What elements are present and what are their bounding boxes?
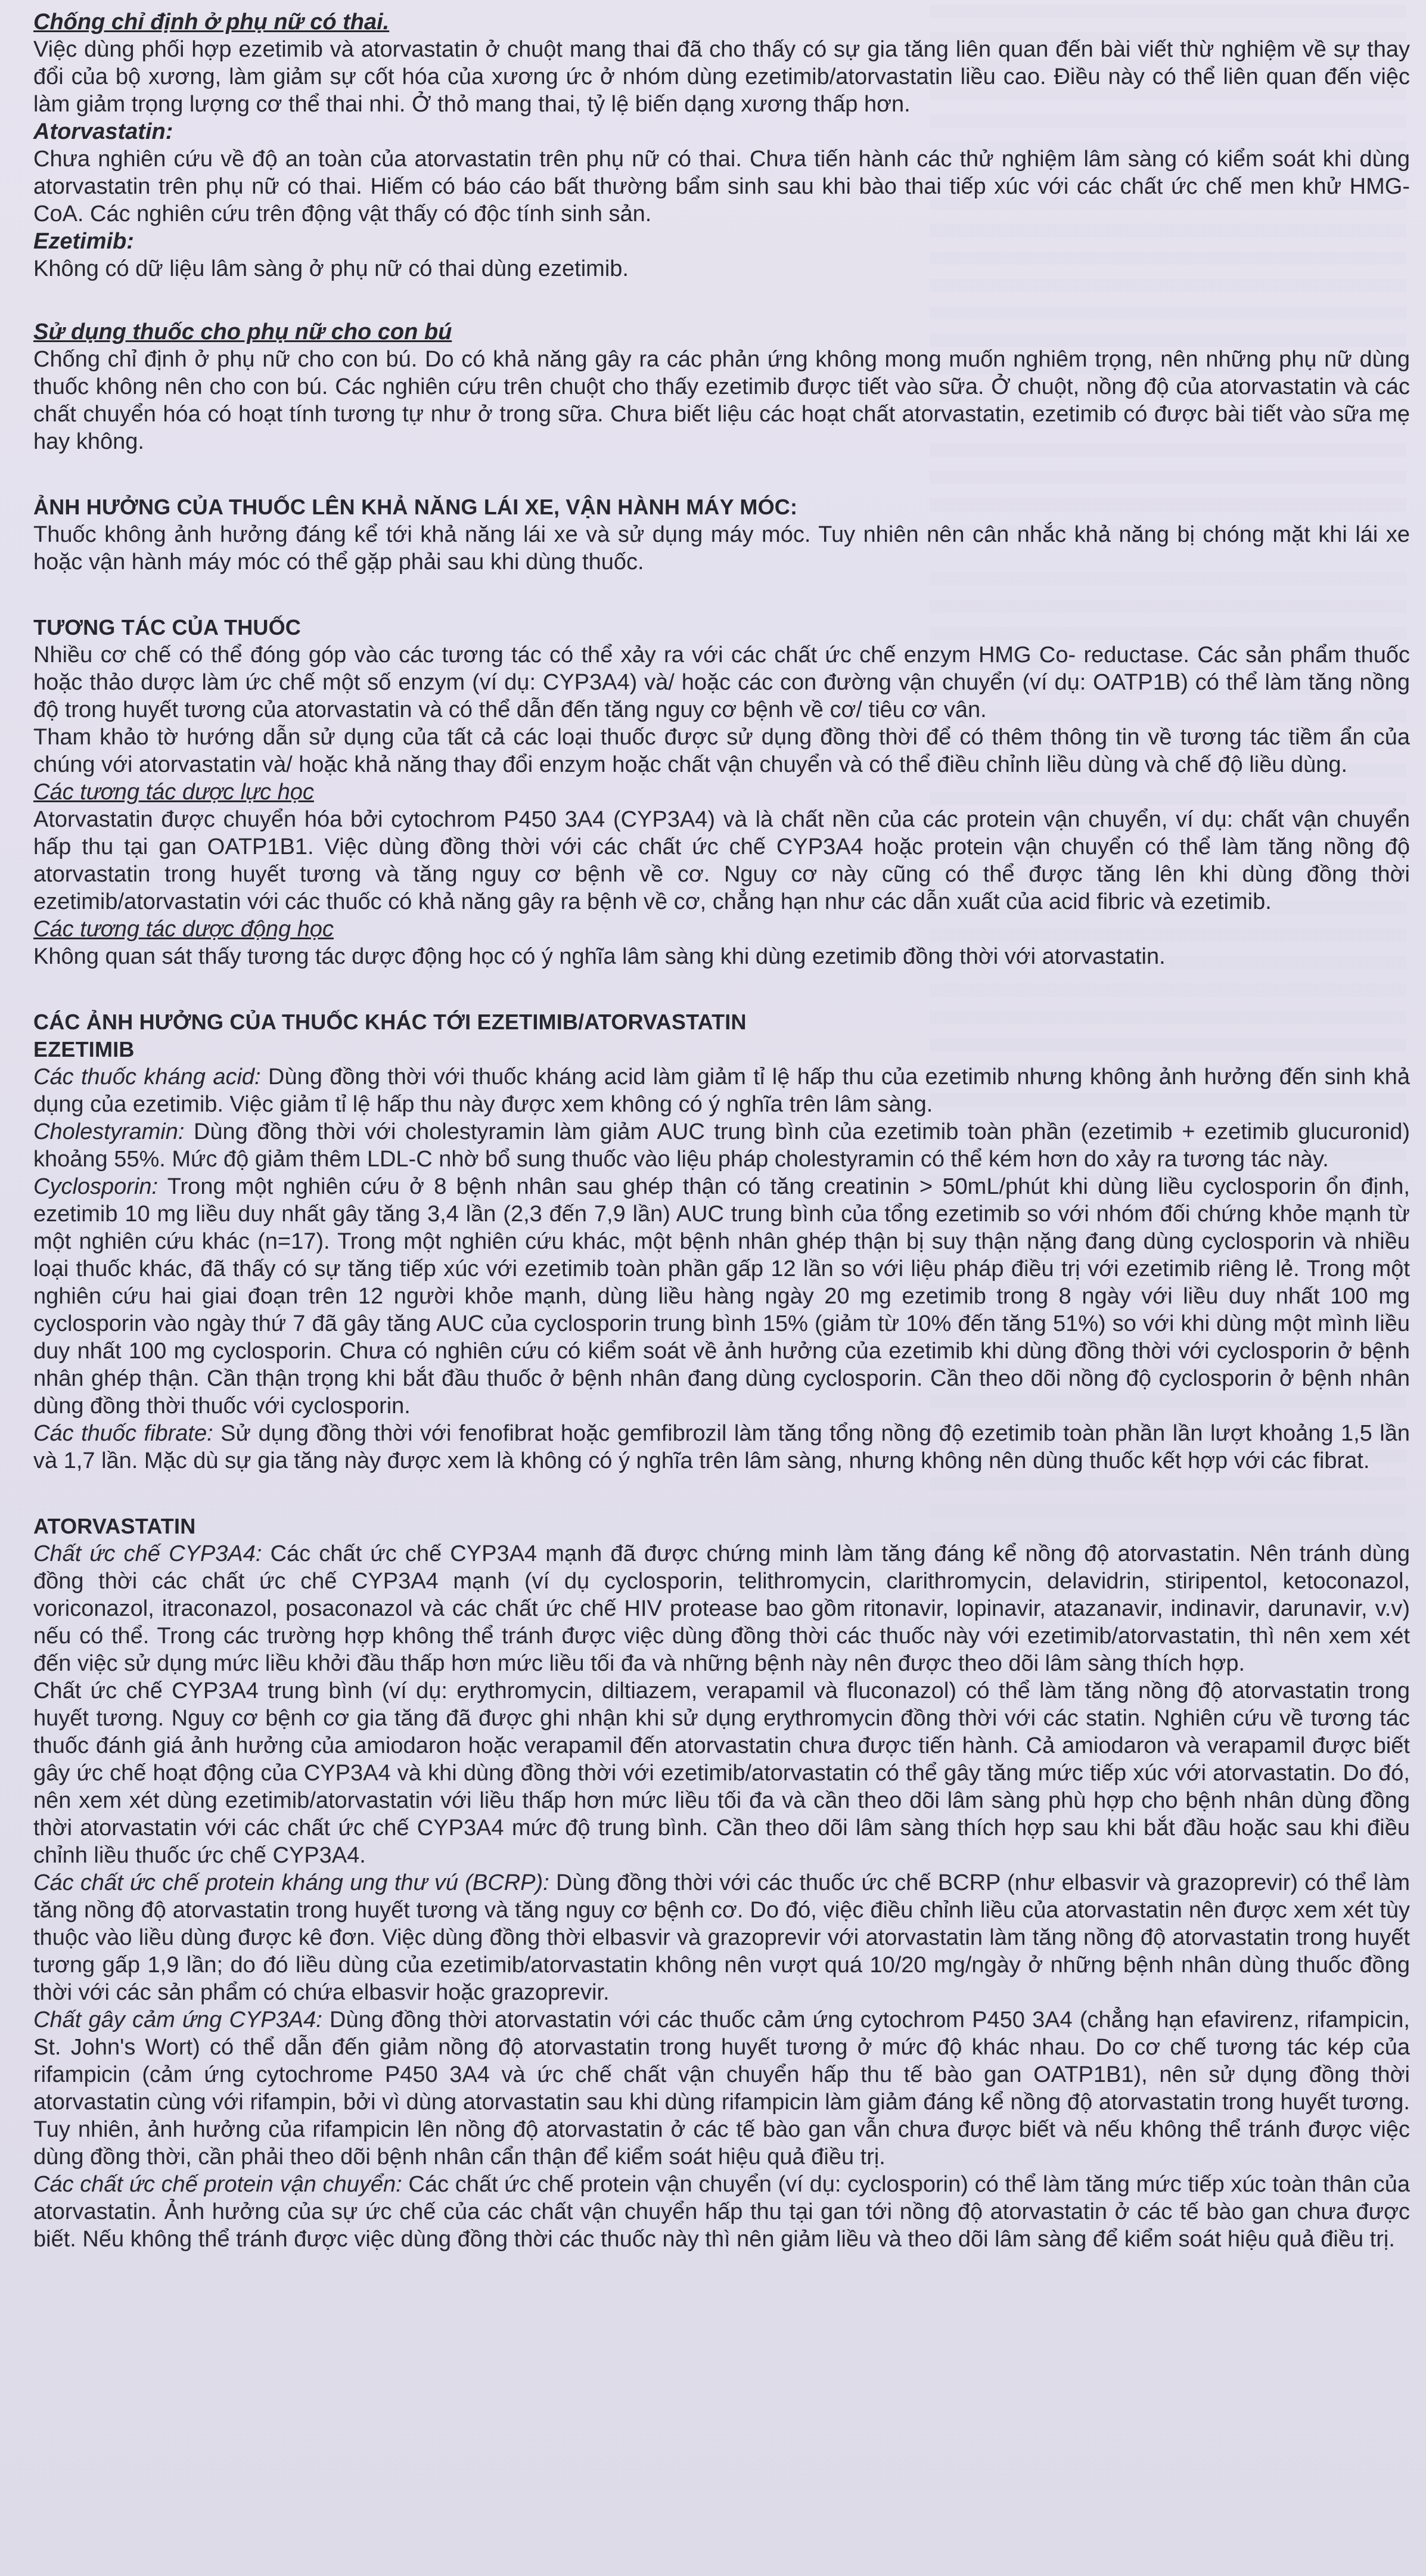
- paragraph-text: Dùng đồng thời với thuốc kháng acid làm giảm tỉ lệ hấp thu của ezetimib nhưng không ảnh hưởng đến sinh khả dụng của ezetimib. Việc giảm tỉ lệ hấp thu này được xem không có ý nghĩa trên lâm sàng.: [33, 1064, 1410, 1117]
- section-title: TƯƠNG TÁC CỦA THUỐC: [33, 615, 302, 640]
- section-title: CÁC ẢNH HƯỞNG CỦA THUỐC KHÁC TỚI EZETIMIB/ATORVASTATIN: [33, 1010, 747, 1034]
- paragraph-text: Dùng đồng thời với cholestyramin làm giảm AUC trung bình của ezetimib toàn phần (ezetimib + ezetimib glucuronid) khoảng 55%. Mức độ giảm thêm LDL-C nhờ bổ sung thuốc vào liệu pháp cholestyramin có thể kém hơn do xảy ra tương tác này.: [33, 1119, 1410, 1172]
- subheading: Các tương tác dược động học: [33, 917, 334, 942]
- spacer: [33, 1475, 1410, 1513]
- breastfeeding-section: [33, 318, 1410, 455]
- effects-on-ezetimib-section: [33, 1008, 1410, 1475]
- section-title: ẢNH HƯỞNG CỦA THUỐC LÊN KHẢ NĂNG LÁI XE, VẬN HÀNH MÁY MÓC:: [33, 495, 798, 519]
- section-title: Sử dụng thuốc cho phụ nữ cho con bú: [33, 319, 452, 344]
- paragraph-lead: Các thuốc kháng acid:: [33, 1064, 261, 1090]
- spacer: [33, 576, 1410, 614]
- pregnancy-section: [33, 8, 1410, 283]
- leaflet-page: [33, 8, 1410, 2253]
- spacer: [33, 283, 1410, 318]
- paragraph-text: Các chất ức chế protein vận chuyển (ví dụ: cyclosporin) có thể làm tăng mức tiếp xúc toàn thân của atorvastatin. Ảnh hưởng của sự ức chế của các chất vận chuyển hấp thu tại gan tới nồng độ atorvastatin ở các tế bào gan chưa được biết. Nếu không thể tránh được việc dùng đồng thời các thuốc này thì nên giảm liều và theo dõi lâm sàng để kiểm soát hiệu quả điều trị.: [33, 2172, 1410, 2252]
- paragraph: Atorvastatin được chuyển hóa bởi cytochrom P450 3A4 (CYP3A4) và là chất nền của các protein vận chuyển, ví dụ: chất vận chuyển hấp thu tại gan OATP1B1. Việc dùng đồng thời với các chất ức chế CYP3A4 hoặc protein vận chuyển có thể làm tăng nồng độ atorvastatin trong huyết tương và tăng nguy cơ bệnh về cơ. Nguy cơ này cũng có thể được tăng lên khi dùng đồng thời ezetimib/atorvastatin với các thuốc có khả năng gây ra bệnh về cơ, chẳng hạn như các dẫn xuất của acid fibric và ezetimib.: [33, 807, 1410, 914]
- paragraph: Tham khảo tờ hướng dẫn sử dụng của tất cả các loại thuốc được sử dụng đồng thời để có thêm thông tin về tương tác tiềm ẩn của chúng với atorvastatin và/ hoặc khả năng thay đổi enzym hoặc chất vận chuyển và có thể điều chỉnh liều dùng và chế độ liều dùng.: [33, 725, 1410, 777]
- spacer: [33, 455, 1410, 494]
- paragraph-lead: Cholestyramin:: [33, 1119, 185, 1144]
- paragraph: [33, 2006, 1410, 2171]
- paragraph-text: Sử dụng đồng thời với fenofibrat hoặc gemfibrozil làm tăng tổng nồng độ ezetimib toàn phần lần lượt khoảng 1,5 lần và 1,7 lần. Mặc dù sự gia tăng này được xem là không có ý nghĩa trên lâm sàng, nhưng không nên dùng thuốc kết hợp với các fibrat.: [33, 1421, 1410, 1473]
- paragraph-text: Các chất ức chế CYP3A4 mạnh đã được chứng minh làm tăng đáng kể nồng độ atorvastatin. Nên tránh dùng đồng thời các chất ức chế CYP3A4 mạnh (ví dụ cyclosporin, telithromycin, clarithromycin, delavidrin, stiripentol, ketoconazol, voriconazol, itraconazol, posaconazol và các chất ức chế HIV protease bao gồm ritonavir, lopinavir, atazanavir, indinavir, darunavir, v.v) nếu có thể. Trong các trường hợp không thể tránh được việc dùng đồng thời các thuốc này với ezetimib/atorvastatin, thì nên xem xét đến việc sử dụng mức liều khởi đầu thấp hơn mức liều tối đa và những bệnh này nên được theo dõi lâm sàng thích hợp.: [33, 1541, 1410, 1676]
- paragraph: Việc dùng phối hợp ezetimib và atorvastatin ở chuột mang thai đã cho thấy có sự gia tăng liên quan đến bài viết thừ nghiệm về sự thay đổi của bộ xương, làm giảm sự cốt hóa của xương ức ở nhóm dùng ezetimib/atorvastatin liều cao. Điều này có thể liên quan đến việc làm giảm trọng lượng cơ thể thai nhi. Ở thỏ mang thai, tỷ lệ biến dạng xương thấp hơn.: [33, 37, 1410, 117]
- section-subtitle: EZETIMIB: [33, 1037, 135, 1062]
- paragraph-lead: Chất gây cảm ứng CYP3A4:: [33, 2007, 322, 2032]
- paragraph-text: Dùng đồng thời với các thuốc ức chế BCRP (như elbasvir và grazoprevir) có thể làm tăng nồng độ atorvastatin trong huyết tương và tăng nguy cơ bệnh cơ. Do đó, việc điều chỉnh liều của atorvastatin nên được xem xét tùy thuộc vào liều dùng được kê đơn. Việc dùng đồng thời elbasvir và grazoprevir với atorvastatin làm tăng nồng độ atorvastatin trong huyết tương gấp 1,9 lần; do đó liều dùng của ezetimib/atorvastatin không nên vượt quá 10/20 mg/ngày ở những bệnh nhân dùng thuốc đồng thời với các sản phẩm có chứa elbasvir hoặc grazoprevir.: [33, 1870, 1411, 2005]
- subheading: Atorvastatin:: [33, 119, 173, 144]
- driving-section: [33, 494, 1410, 576]
- paragraph: [33, 1540, 1410, 1677]
- paragraph: [33, 1869, 1410, 2006]
- section-title: ATORVASTATIN: [33, 1514, 196, 1538]
- paragraph-lead: Các thuốc fibrate:: [33, 1421, 213, 1446]
- atorvastatin-section: [33, 1513, 1410, 2253]
- paragraph-text: Dùng đồng thời atorvastatin với các thuốc cảm ứng cytochrom P450 3A4 (chẳng hạn efavirenz, rifampicin, St. John's Wort) có thể dẫn đến giảm nồng độ atorvastatin trong huyết tương ở mức độ khác nhau. Do cơ chế tương tác kép của rifampicin (cảm ứng cytochrome P450 3A4 và ức chế chất vận chuyển hấp thu tế bào gan OATP1B1), nên sử dụng đồng thời atorvastatin cùng với rifampin, bởi vì dùng atorvastatin sau khi dùng rifampicin làm giảm đáng kể nồng độ atorvastatin trong huyết tương. Tuy nhiên, ảnh hưởng của rifampicin lên nồng độ atorvastatin ở các tế bào gan vẫn chưa được biết và nếu không thể tránh được việc dùng đồng thời, cần phải theo dõi bệnh nhân cẩn thận để kiểm soát hiệu quả điều trị.: [33, 2007, 1410, 2170]
- paragraph-lead: Các chất ức chế protein vận chuyển:: [33, 2172, 402, 2197]
- paragraph: [33, 1420, 1410, 1475]
- paragraph: Chưa nghiên cứu về độ an toàn của atorvastatin trên phụ nữ có thai. Chưa tiến hành các thử nghiệm lâm sàng có kiểm soát khi dùng atorvastatin trên phụ nữ có thai. Hiếm có báo cáo bất thường bẩm sinh sau khi bào thai tiếp xúc với các chất ức chế men khử HMG-CoA. Các nghiên cứu trên động vật thấy có độc tính sinh sản.: [33, 147, 1410, 226]
- paragraph: Không quan sát thấy tương tác dược động học có ý nghĩa lâm sàng khi dùng ezetimib đồng thời với atorvastatin.: [33, 944, 1166, 969]
- paragraph: Chất ức chế CYP3A4 trung bình (ví dụ: erythromycin, diltiazem, verapamil và fluconazol) có thể làm tăng nồng độ atorvastatin trong huyết tương. Nguy cơ bệnh cơ gia tăng đã được ghi nhận khi sử dụng erythromycin đồng thời với các statin. Nghiên cứu về tương tác thuốc đánh giá ảnh hưởng của amiodaron hoặc verapamil đến atorvastatin chưa được tiến hành. Cả amiodaron và verapamil được biết gây ức chế hoạt động của CYP3A4 và khi dùng đồng thời với ezetimib/atorvastatin có thể gây tăng mức tiếp xúc với atorvastatin. Do đó, nên xem xét dùng ezetimib/atorvastatin với liều thấp hơn mức liều tối đa và cần theo dõi lâm sàng phù hợp cho bệnh nhân dùng đồng thời atorvastatin với các chất ức chế CYP3A4 mức độ trung bình. Cần theo dõi lâm sàng thích hợp sau khi bắt đầu hoặc sau khi điều chỉnh liều thuốc ức chế CYP3A4.: [33, 1678, 1410, 1868]
- section-title: Chống chỉ định ở phụ nữ có thai.: [33, 10, 390, 35]
- paragraph-lead: Cyclosporin:: [33, 1174, 159, 1199]
- paragraph-lead: Chất ức chế CYP3A4:: [33, 1541, 262, 1566]
- subheading: Các tương tác dược lực học: [33, 780, 314, 805]
- interactions-section: [33, 614, 1410, 970]
- paragraph: Chống chỉ định ở phụ nữ cho con bú. Do có khả năng gây ra các phản ứng không mong muốn nghiêm trọng, nên những phụ nữ dùng thuốc không nên cho con bú. Các nghiên cứu trên chuột cho thấy ezetimib được tiết vào sữa. Ở chuột, nồng độ của atorvastatin và các chất chuyển hóa có hoạt tính tương tự như ở trong sữa. Chưa biết liệu các hoạt chất atorvastatin, ezetimib có được bài tiết vào sữa mẹ hay không.: [33, 347, 1410, 454]
- paragraph: [33, 1118, 1410, 1173]
- paragraph-text: Trong một nghiên cứu ở 8 bệnh nhân sau ghép thận có tăng creatinin > 50mL/phút khi dùng liều cyclosporin ổn định, ezetimib 10 mg liều duy nhất gây tăng 3,4 lần (2,3 đến 7,9 lần) AUC trung bình của tổng ezetimib so với nhóm đối chứng khỏe mạnh từ một nghiên cứu khác (n=17). Trong một nghiên cứu khác, một bệnh nhân ghép thận bị suy thận nặng đang dùng cyclosporin và nhiều loại thuốc khác, đã thấy có sự tăng tiếp xúc với ezetimib toàn phần gấp 12 lần so với liệu pháp điều trị với ezetimib riêng lẻ. Trong một nghiên cứu hai giai đoạn trên 12 người khỏe mạnh, dùng liều hàng ngày 20 mg ezetimib trong 8 ngày với liều duy nhất 100 mg cyclosporin vào ngày thứ 7 đã gây tăng AUC của cyclosporin trung bình 15% (giảm từ 10% đến tăng 51%) so với khi dùng một mình liều duy nhất 100 mg cyclosporin. Chưa có nghiên cứu có kiểm soát về ảnh hưởng của ezetimib khi dùng đồng thời với cyclosporin ở bệnh nhân ghép thận. Cần thận trọng khi bắt đầu thuốc ở bệnh nhân đang dùng cyclosporin. Cần theo dõi nồng độ cyclosporin ở bệnh nhân dùng đồng thời thuốc với cyclosporin.: [33, 1174, 1410, 1419]
- paragraph: Không có dữ liệu lâm sàng ở phụ nữ có thai dùng ezetimib.: [33, 256, 629, 281]
- paragraph: [33, 2171, 1410, 2253]
- paragraph: [33, 1063, 1410, 1118]
- spacer: [33, 970, 1410, 1008]
- subheading: Ezetimib:: [33, 229, 134, 254]
- paragraph: Thuốc không ảnh hưởng đáng kể tới khả năng lái xe và sử dụng máy móc. Tuy nhiên nên cân nhắc khả năng bị chóng mặt khi lái xe hoặc vận hành máy móc có thể gặp phải sau khi dùng thuốc.: [33, 522, 1410, 575]
- paragraph-lead: Các chất ức chế protein kháng ung thư vú (BCRP):: [33, 1870, 549, 1895]
- paragraph: Nhiều cơ chế có thể đóng góp vào các tương tác có thể xảy ra với các chất ức chế enzym HMG Co- reductase. Các sản phẩm thuốc hoặc thảo dược làm ức chế một số enzym (ví dụ: CYP3A4) và/ hoặc các con đường vận chuyển (ví dụ: OATP1B) có thể làm tăng nồng độ trong huyết tương của atorvastatin và có thể dẫn đến tăng nguy cơ bệnh về cơ/ tiêu cơ vân.: [33, 643, 1410, 722]
- paragraph: [33, 1173, 1410, 1420]
